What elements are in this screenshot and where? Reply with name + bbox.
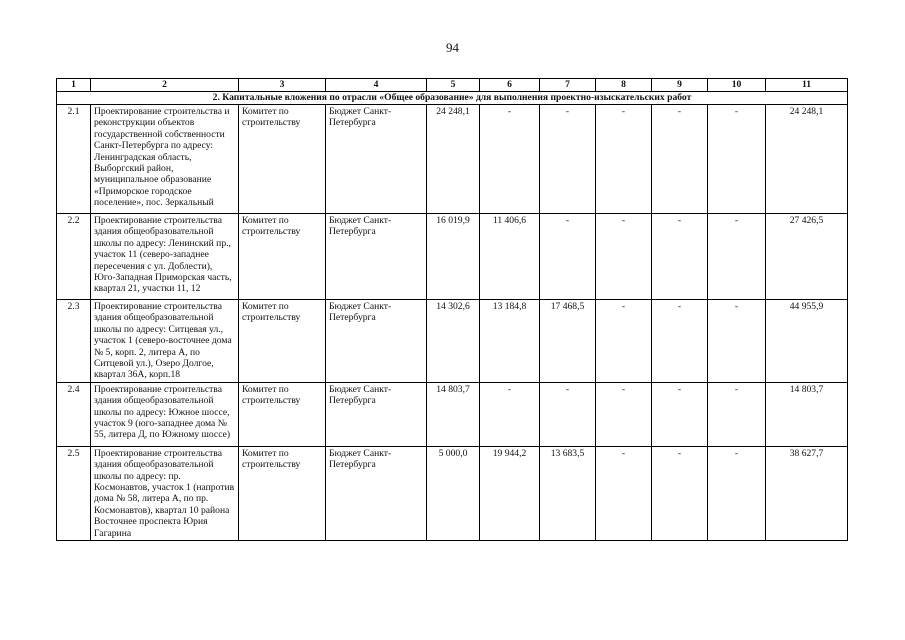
- column-header: 8: [596, 79, 652, 92]
- value-col-6: 19 944,2: [480, 446, 540, 540]
- value-col-10: -: [708, 446, 766, 540]
- object-name: Проектирование строительства здания общеобразовательной школы по адресу: Южное шоссе, участок 9 (юго-западнее дома № 55, литера Д, по Южному шоссе): [91, 382, 239, 446]
- executor: Комитет по строительству: [239, 105, 326, 214]
- value-col-5: 14 302,6: [427, 300, 480, 383]
- object-name: Проектирование строительства и реконструкции объектов государственной собственности Санкт-Петербурга по адресу: Ленинградская область, Выборгский район, муниципальное образование «Приморское городское поселение», пос. Зеркальный: [91, 105, 239, 214]
- value-col-7: -: [540, 382, 596, 446]
- table-row: [57, 300, 848, 383]
- value-col-5: 14 803,7: [427, 382, 480, 446]
- column-header: 11: [766, 79, 848, 92]
- value-col-8: -: [596, 105, 652, 214]
- value-col-9: -: [652, 300, 708, 383]
- value-col-11: 44 955,9: [766, 300, 848, 383]
- value-col-11: 24 248,1: [766, 105, 848, 214]
- funding-source: Бюджет Санкт-Петербурга: [326, 300, 427, 383]
- value-col-6: -: [480, 105, 540, 214]
- funding-source: Бюджет Санкт-Петербурга: [326, 214, 427, 300]
- value-col-5: 24 248,1: [427, 105, 480, 214]
- column-header: 5: [427, 79, 480, 92]
- value-col-10: -: [708, 105, 766, 214]
- value-col-6: -: [480, 382, 540, 446]
- table-row: [57, 382, 848, 446]
- value-col-8: -: [596, 446, 652, 540]
- value-col-10: -: [708, 300, 766, 383]
- table-row: [57, 105, 848, 214]
- row-number: 2.3: [57, 300, 91, 383]
- table-header: [57, 79, 848, 92]
- value-col-10: -: [708, 382, 766, 446]
- page-number: 94: [446, 40, 459, 55]
- column-header: 7: [540, 79, 596, 92]
- funding-source: Бюджет Санкт-Петербурга: [326, 446, 427, 540]
- executor: Комитет по строительству: [239, 382, 326, 446]
- value-col-5: 5 000,0: [427, 446, 480, 540]
- value-col-7: 13 683,5: [540, 446, 596, 540]
- executor: Комитет по строительству: [239, 446, 326, 540]
- column-header: 10: [708, 79, 766, 92]
- column-header: 9: [652, 79, 708, 92]
- value-col-10: -: [708, 214, 766, 300]
- column-header: 1: [57, 79, 91, 92]
- value-col-8: -: [596, 214, 652, 300]
- column-header: 6: [480, 79, 540, 92]
- value-col-9: -: [652, 382, 708, 446]
- executor: Комитет по строительству: [239, 214, 326, 300]
- table-row: [57, 214, 848, 300]
- row-number: 2.1: [57, 105, 91, 214]
- funding-source: Бюджет Санкт-Петербурга: [326, 105, 427, 214]
- row-number: 2.2: [57, 214, 91, 300]
- executor: Комитет по строительству: [239, 300, 326, 383]
- value-col-7: -: [540, 214, 596, 300]
- object-name: Проектирование строительства здания общеобразовательной школы по адресу: пр. Космонавтов, участок 1 (напротив дома № 58, литера А, по пр. Космонавтов), квартал 10 района Восточнее проспекта Юрия Гагарина: [91, 446, 239, 540]
- row-number: 2.4: [57, 382, 91, 446]
- column-header: 3: [239, 79, 326, 92]
- object-name: Проектирование строительства здания общеобразовательной школы по адресу: Ленинский пр., участок 11 (северо-западнее пересечения с ул. Доблести), Юго-Западная Приморская часть, квартал 21, участки 11, 12: [91, 214, 239, 300]
- value-col-7: -: [540, 105, 596, 214]
- table-row: [57, 446, 848, 540]
- column-header: 2: [91, 79, 239, 92]
- value-col-11: 27 426,5: [766, 214, 848, 300]
- value-col-11: 14 803,7: [766, 382, 848, 446]
- value-col-8: -: [596, 300, 652, 383]
- value-col-9: -: [652, 214, 708, 300]
- column-header: 4: [326, 79, 427, 92]
- row-number: 2.5: [57, 446, 91, 540]
- value-col-5: 16 019,9: [427, 214, 480, 300]
- section-title: 2. Капитальные вложения по отрасли «Общее образование» для выполнения проектно-изыскательских работ: [57, 92, 848, 105]
- object-name: Проектирование строительства здания общеобразовательной школы по адресу: Ситцевая ул., участок 1 (северо-восточнее дома № 5, корп. 2, литера А, по Ситцевой ул.), Озеро Долгое, квартал 36А, корп.18: [91, 300, 239, 383]
- investment-table: [56, 78, 848, 541]
- value-col-9: -: [652, 446, 708, 540]
- value-col-6: 11 406,6: [480, 214, 540, 300]
- funding-source: Бюджет Санкт-Петербурга: [326, 382, 427, 446]
- value-col-8: -: [596, 382, 652, 446]
- value-col-11: 38 627,7: [766, 446, 848, 540]
- value-col-6: 13 184,8: [480, 300, 540, 383]
- section-row: [57, 92, 848, 105]
- value-col-9: -: [652, 105, 708, 214]
- value-col-7: 17 468,5: [540, 300, 596, 383]
